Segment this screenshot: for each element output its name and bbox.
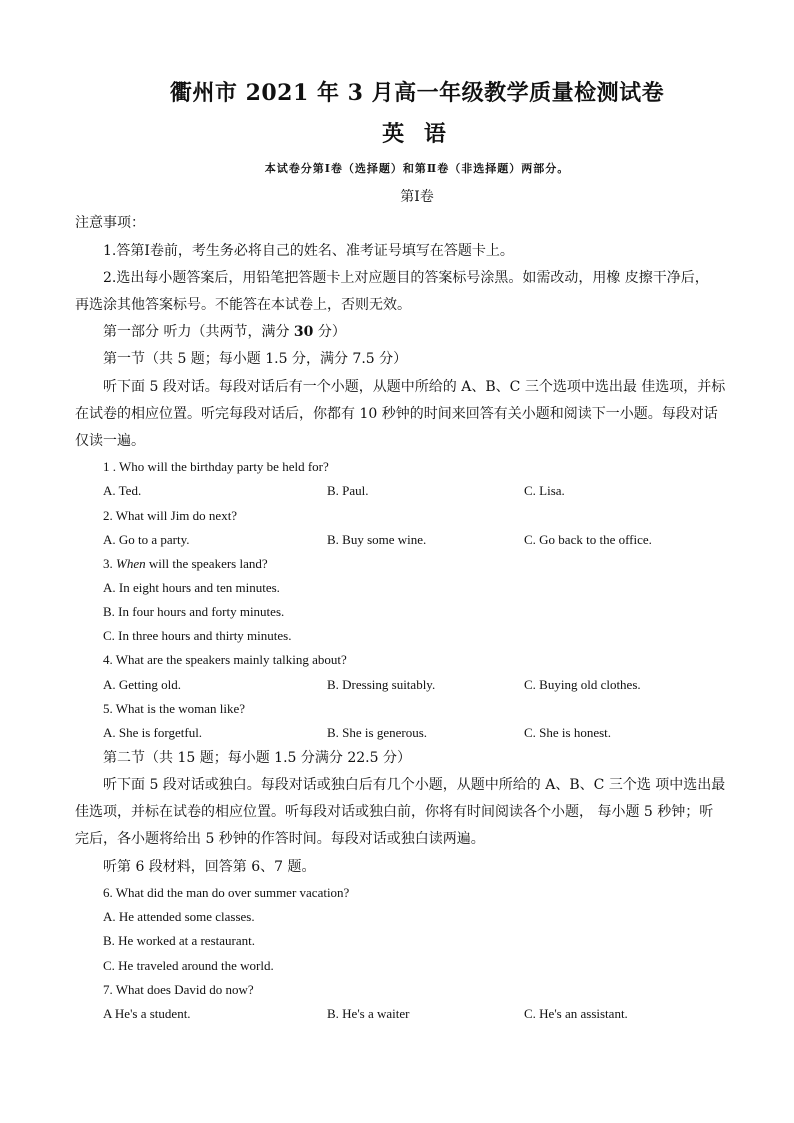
question-7-option-c: C. He's an assistant. bbox=[524, 1006, 628, 1021]
question-2-option-b: B. Buy some wine. bbox=[327, 532, 427, 547]
question-5-option-b: B. She is generous. bbox=[327, 725, 428, 740]
section1-heading: 第一节（共 5 题；每小题 1.5 分，满分 7.5 分） bbox=[103, 351, 408, 367]
question-3-stem-rest: will the speakers land? bbox=[145, 556, 268, 571]
section1-directions-line-3: 仅读一遍。 bbox=[75, 433, 145, 449]
question-3-stem-number: 3. bbox=[103, 556, 116, 571]
question-4-stem: 4. What are the speakers mainly talking about? bbox=[103, 652, 347, 667]
section1-directions-line-2: 在试卷的相应位置。听完每段对话后，你都有 10 秒钟的时间来回答有关小题和阅读下一小题。每段对话 bbox=[75, 406, 718, 422]
notice-heading: 注意事项： bbox=[75, 215, 145, 231]
question-3-option-a: A. In eight hours and ten minutes. bbox=[103, 580, 280, 595]
question-5-option-c: C. She is honest. bbox=[524, 725, 612, 740]
question-1-option-a: A. Ted. bbox=[103, 483, 142, 498]
question-3-stem-emphasis: When bbox=[116, 556, 146, 571]
question-2-option-a: A. Go to a party. bbox=[103, 532, 190, 547]
section1-directions-line-1: 听下面 5 段对话。每段对话后有一个小题，从题中所给的 A、B、C 三个选项中选出最 佳选项，并标 bbox=[103, 379, 726, 395]
question-1-option-c: C. Lisa. bbox=[524, 483, 565, 498]
subject-title: 英 语 bbox=[382, 121, 452, 147]
question-3-option-b: B. In four hours and forty minutes. bbox=[103, 604, 285, 619]
question-5-stem: 5. What is the woman like? bbox=[103, 701, 246, 716]
question-6-stem: 6. What did the man do over summer vacation? bbox=[103, 885, 350, 900]
question-7-stem: 7. What does David do now? bbox=[103, 982, 254, 997]
material-6-heading: 听第 6 段材料，回答第 6、7 题。 bbox=[103, 859, 316, 875]
exam-intro: 本试卷分第Ⅰ卷（选择题）和第Ⅱ卷（非选择题）两部分。 bbox=[264, 162, 570, 175]
question-3-option-c: C. In three hours and thirty minutes. bbox=[103, 628, 292, 643]
question-6-option-a: A. He attended some classes. bbox=[103, 909, 255, 924]
part1-heading bbox=[103, 323, 346, 341]
section2-directions-line-3: 完后，各小题将给出 5 秒钟的作答时间。每段对话或独白读两遍。 bbox=[75, 831, 485, 847]
question-6-option-c: C. He traveled around the world. bbox=[103, 958, 274, 973]
question-1-option-b: B. Paul. bbox=[327, 483, 369, 498]
question-4-option-a: A. Getting old. bbox=[103, 677, 181, 692]
question-4-option-b: B. Dressing suitably. bbox=[327, 677, 436, 692]
question-4-option-c: C. Buying old clothes. bbox=[524, 677, 641, 692]
question-6-option-b: B. He worked at a restaurant. bbox=[103, 933, 255, 948]
exam-title: 衢州市 2021 年 3 月高一年级教学质量检测试卷 bbox=[169, 80, 665, 106]
section2-directions-line-1: 听下面 5 段对话或独白。每段对话或独白后有几个小题，从题中所给的 A、B、C 三个选 项中选出最 bbox=[103, 777, 726, 793]
question-2-option-c: C. Go back to the office. bbox=[524, 532, 652, 547]
section2-heading: 第二节（共 15 题；每小题 1.5 分满分 22.5 分） bbox=[103, 750, 411, 766]
question-1-stem: 1 . Who will the birthday party be held for? bbox=[103, 459, 329, 474]
notice-item-2-line-2: 再选涂其他答案标号。不能答在本试卷上，否则无效。 bbox=[75, 297, 411, 313]
part1-heading-score: 30 bbox=[293, 324, 314, 340]
notice-item-1: 1.答第Ⅰ卷前，考生务必将自己的姓名、准考证号填写在答题卡上。 bbox=[103, 243, 514, 259]
volume-heading: 第Ⅰ卷 bbox=[400, 189, 434, 205]
question-7-option-b: B. He's a waiter bbox=[327, 1006, 410, 1021]
notice-item-2-line-1: 2.选出每小题答案后，用铅笔把答题卡上对应题目的答案标号涂黑。如需改动，用橡 皮擦干净后， bbox=[103, 270, 709, 286]
question-3-stem bbox=[103, 555, 268, 573]
part1-heading-prefix: 第一部分 听力（共两节，满分 bbox=[103, 324, 294, 340]
question-7-option-a: A He's a student. bbox=[103, 1006, 191, 1021]
question-5-option-a: A. She is forgetful. bbox=[103, 725, 203, 740]
question-2-stem: 2. What will Jim do next? bbox=[103, 508, 238, 523]
section2-directions-line-2: 佳选项，并标在试卷的相应位置。听每段对话或独白前，你将有时间阅读各个小题， 每小题 5 秒钟；听 bbox=[75, 804, 714, 820]
part1-heading-suffix: 分） bbox=[313, 324, 346, 340]
